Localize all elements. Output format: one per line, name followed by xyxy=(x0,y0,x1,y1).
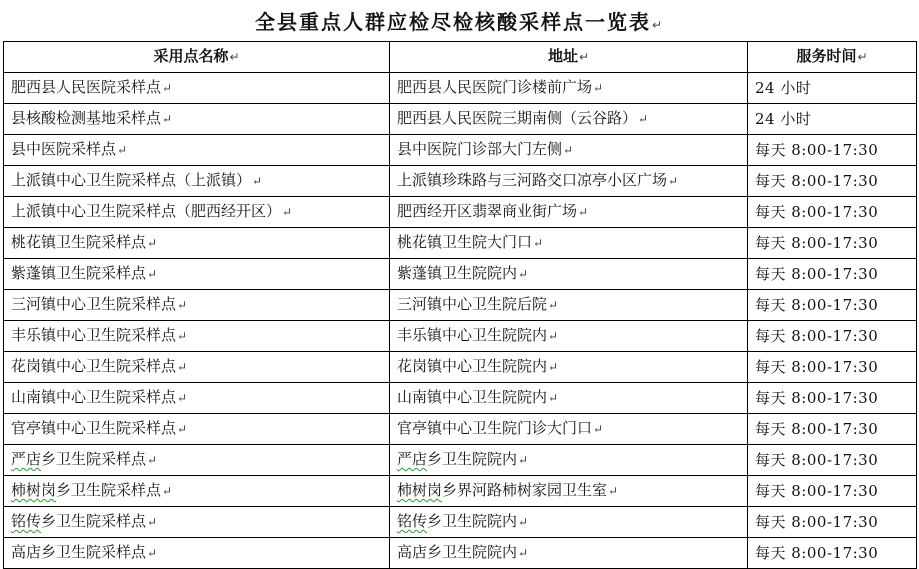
table-row xyxy=(4,321,917,352)
cell-service-time: 每天 8:00-17:30 xyxy=(748,414,917,445)
cell-site-name: 丰乐镇中心卫生院采样点↵ xyxy=(4,321,390,352)
cell-site-name: 山南镇中心卫生院采样点↵ xyxy=(4,383,390,414)
table-row xyxy=(4,538,917,569)
cell-address: 肥西经开区翡翠商业街广场↵ xyxy=(390,197,748,228)
cell-address: 上派镇珍珠路与三河路交口凉亭小区广场↵ xyxy=(390,166,748,197)
table-row xyxy=(4,507,917,538)
table-row xyxy=(4,104,917,135)
cell-address: 肥西县人民医院门诊楼前广场↵ xyxy=(390,73,748,104)
cell-site-name: 柿树岗乡卫生院采样点↵ xyxy=(4,476,390,507)
table-row xyxy=(4,352,917,383)
header-site-name: 采用点名称↵ xyxy=(4,42,390,73)
cell-address: 紫蓬镇卫生院院内↵ xyxy=(390,259,748,290)
cell-address: 三河镇中心卫生院后院↵ xyxy=(390,290,748,321)
cell-site-name: 官亭镇中心卫生院采样点↵ xyxy=(4,414,390,445)
cell-address: 高店乡卫生院院内↵ xyxy=(390,538,748,569)
header-service-time: 服务时间↵ xyxy=(748,42,917,73)
cell-service-time: 24 小时 xyxy=(748,73,917,104)
cell-service-time: 每天 8:00-17:30 xyxy=(748,538,917,569)
table-row xyxy=(4,383,917,414)
cell-address: 严店乡卫生院院内↵ xyxy=(390,445,748,476)
cell-address: 柿树岗乡界河路柿树家园卫生室↵ xyxy=(390,476,748,507)
cell-site-name: 铭传乡卫生院采样点↵ xyxy=(4,507,390,538)
table-row xyxy=(4,414,917,445)
cell-site-name: 严店乡卫生院采样点↵ xyxy=(4,445,390,476)
cell-address: 县中医院门诊部大门左侧↵ xyxy=(390,135,748,166)
sampling-sites-table xyxy=(3,41,917,569)
table-row xyxy=(4,197,917,228)
cell-service-time: 每天 8:00-17:30 xyxy=(748,290,917,321)
cell-service-time: 每天 8:00-17:30 xyxy=(748,321,917,352)
table-row xyxy=(4,290,917,321)
page-title xyxy=(0,8,919,39)
cell-site-name: 花岗镇中心卫生院采样点↵ xyxy=(4,352,390,383)
table-row xyxy=(4,259,917,290)
cell-site-name: 县中医院采样点↵ xyxy=(4,135,390,166)
table-row xyxy=(4,476,917,507)
cell-site-name: 上派镇中心卫生院采样点（肥西经开区）↵ xyxy=(4,197,390,228)
table-row xyxy=(4,228,917,259)
table-row xyxy=(4,73,917,104)
table-row xyxy=(4,166,917,197)
cell-site-name: 上派镇中心卫生院采样点（上派镇）↵ xyxy=(4,166,390,197)
cell-service-time: 每天 8:00-17:30 xyxy=(748,166,917,197)
cell-service-time: 每天 8:00-17:30 xyxy=(748,197,917,228)
cell-address: 花岗镇中心卫生院院内↵ xyxy=(390,352,748,383)
cell-address: 桃花镇卫生院大门口↵ xyxy=(390,228,748,259)
title-text: 全县重点人群应检尽检核酸采样点一览表 xyxy=(254,10,651,34)
table-row xyxy=(4,135,917,166)
cell-site-name: 高店乡卫生院采样点↵ xyxy=(4,538,390,569)
cell-service-time: 24 小时 xyxy=(748,104,917,135)
cell-site-name: 肥西县人民医院采样点↵ xyxy=(4,73,390,104)
cell-site-name: 紫蓬镇卫生院采样点↵ xyxy=(4,259,390,290)
header-address: 地址↵ xyxy=(390,42,748,73)
cell-site-name: 县核酸检测基地采样点↵ xyxy=(4,104,390,135)
cell-service-time: 每天 8:00-17:30 xyxy=(748,228,917,259)
cell-address: 铭传乡卫生院院内↵ xyxy=(390,507,748,538)
cell-address: 肥西县人民医院三期南侧（云谷路）↵ xyxy=(390,104,748,135)
cell-address: 丰乐镇中心卫生院院内↵ xyxy=(390,321,748,352)
cell-service-time: 每天 8:00-17:30 xyxy=(748,445,917,476)
cell-service-time: 每天 8:00-17:30 xyxy=(748,507,917,538)
cell-service-time: 每天 8:00-17:30 xyxy=(748,259,917,290)
cell-service-time: 每天 8:00-17:30 xyxy=(748,135,917,166)
cell-address: 官亭镇中心卫生院门诊大门口↵ xyxy=(390,414,748,445)
cell-site-name: 三河镇中心卫生院采样点↵ xyxy=(4,290,390,321)
cell-address: 山南镇中心卫生院院内↵ xyxy=(390,383,748,414)
table-row xyxy=(4,445,917,476)
cell-service-time: 每天 8:00-17:30 xyxy=(748,476,917,507)
cell-service-time: 每天 8:00-17:30 xyxy=(748,352,917,383)
table-header-row xyxy=(4,42,917,73)
paragraph-mark-icon: ↵ xyxy=(651,18,665,32)
cell-service-time: 每天 8:00-17:30 xyxy=(748,383,917,414)
cell-site-name: 桃花镇卫生院采样点↵ xyxy=(4,228,390,259)
